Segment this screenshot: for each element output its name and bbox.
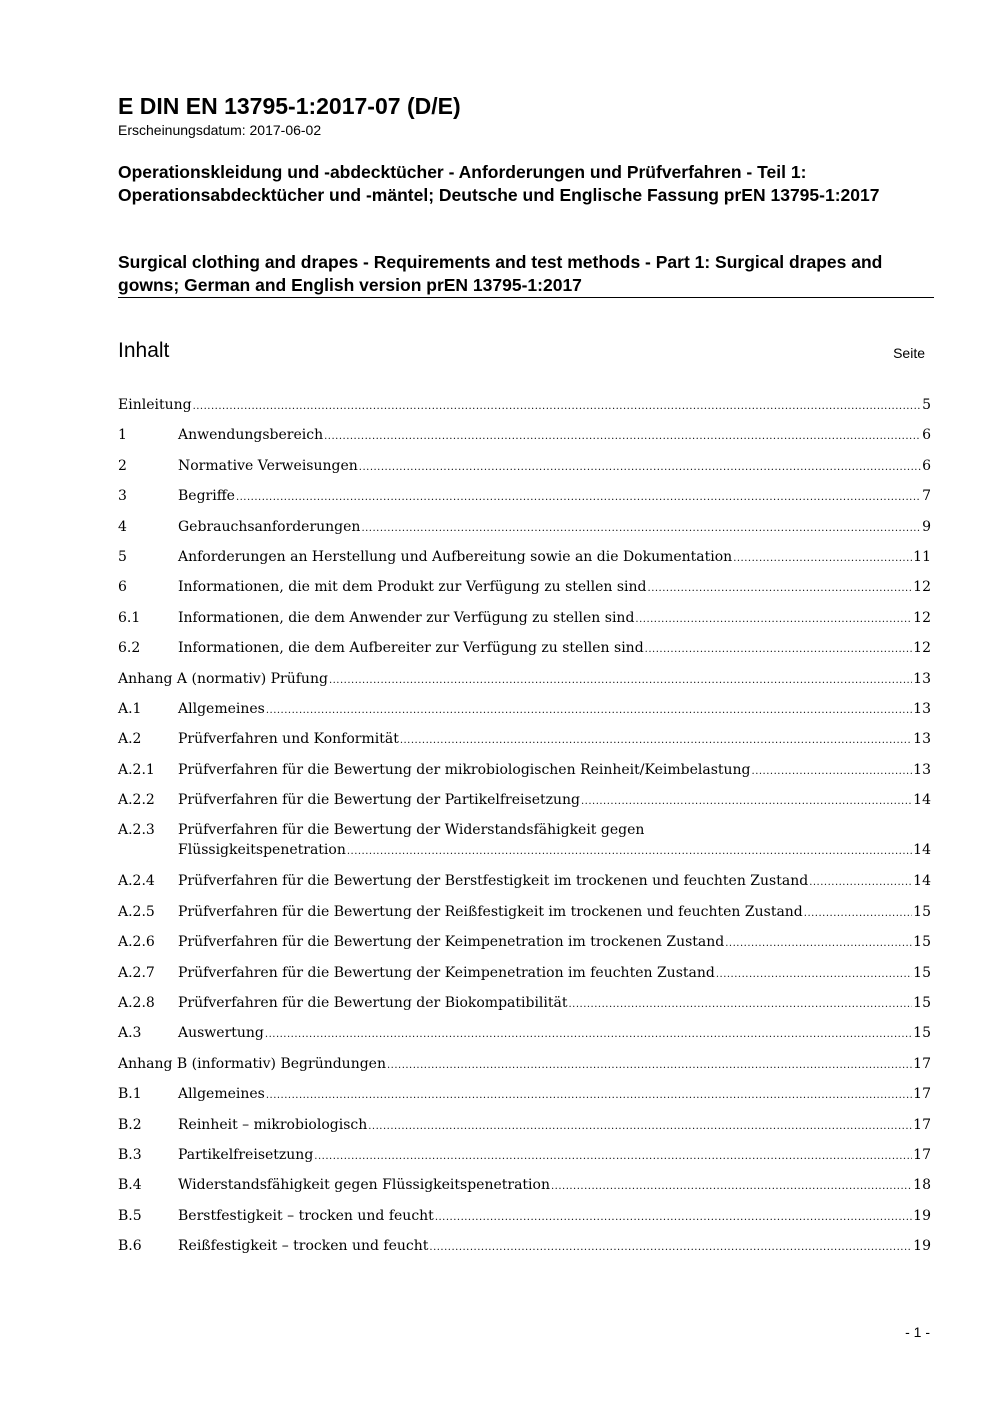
toc-entry[interactable] bbox=[118, 424, 931, 454]
toc-entry-title: Widerstandsfähigkeit gegen Flüssigkeitspenetration bbox=[178, 1177, 550, 1194]
toc-entry-number: 3 bbox=[118, 488, 127, 505]
toc-entry-number: A.2 bbox=[118, 731, 142, 748]
toc-entry-number: A.2.8 bbox=[118, 995, 155, 1012]
document-id: E DIN EN 13795-1:2017-07 (D/E) bbox=[118, 93, 461, 119]
toc-entry-page: 17 bbox=[913, 1116, 931, 1133]
toc-entry-number: 2 bbox=[118, 457, 127, 474]
toc-entry-title: Anhang B (informativ) Begründungen bbox=[118, 1055, 386, 1072]
toc-leader-dots bbox=[361, 517, 921, 539]
toc-entry-title: Partikelfreisetzung bbox=[178, 1146, 314, 1163]
toc-entry-title: Normative Verweisungen bbox=[178, 457, 358, 474]
toc-leader-dots bbox=[236, 486, 921, 508]
toc-entry[interactable] bbox=[118, 637, 931, 667]
toc-entry-page: 15 bbox=[913, 1025, 931, 1042]
toc-entry-title: Prüfverfahren für die Bewertung der Keimpenetration im feuchten Zustand bbox=[178, 964, 715, 981]
toc-entry-title: Prüfverfahren für die Bewertung der mikrobiologischen Reinheit/Keimbelastung bbox=[178, 761, 751, 778]
toc-entry-number: B.3 bbox=[118, 1146, 142, 1163]
toc-entry-page: 19 bbox=[913, 1207, 931, 1224]
toc-entry-title: Auswertung bbox=[178, 1025, 264, 1042]
toc-entry-number: A.1 bbox=[118, 700, 142, 717]
toc-page-label: Seite bbox=[893, 345, 925, 361]
toc-entry-page: 13 bbox=[913, 761, 931, 778]
toc-entry-number: A.2.3 bbox=[118, 822, 155, 839]
toc-entry-number: 6 bbox=[118, 579, 127, 596]
page-number: - 1 - bbox=[905, 1324, 930, 1340]
toc-entry[interactable] bbox=[118, 1235, 931, 1265]
toc-leader-dots bbox=[568, 993, 912, 1015]
toc-entry-title: Prüfverfahren für die Bewertung der Partikelfreisetzung bbox=[178, 792, 580, 809]
toc-entry-page: 17 bbox=[913, 1055, 931, 1072]
toc-entry-page: 15 bbox=[913, 964, 931, 981]
toc-leader-dots bbox=[635, 608, 912, 630]
toc-entry-page: 15 bbox=[913, 934, 931, 951]
toc-entry[interactable] bbox=[118, 1205, 931, 1235]
title-german: Operationskleidung und -abdecktücher - Anforderungen und Prüfverfahren - Teil 1: Operationsabdecktücher und -mäntel; Deutsche und Englische Fassung prEN 13795-1:2017 bbox=[118, 162, 880, 205]
toc-entry[interactable] bbox=[118, 931, 931, 961]
toc-entry[interactable] bbox=[118, 1053, 931, 1083]
toc-entry-title: Reinheit – mikrobiologisch bbox=[178, 1116, 368, 1133]
toc-entry-number: B.6 bbox=[118, 1238, 142, 1255]
toc-entry-title: Gebrauchsanforderungen bbox=[178, 518, 361, 535]
toc-entry-title: Einleitung bbox=[118, 397, 192, 413]
toc-leader-dots bbox=[551, 1175, 912, 1197]
toc-entry-page: 13 bbox=[913, 700, 931, 717]
toc-entry[interactable] bbox=[118, 607, 931, 637]
toc-entry-title: Begriffe bbox=[178, 488, 235, 505]
toc-entry[interactable] bbox=[118, 728, 931, 758]
toc-entry-title-continued: Flüssigkeitspenetration bbox=[178, 842, 346, 859]
toc-entry[interactable] bbox=[118, 992, 931, 1022]
toc-entry-page: 9 bbox=[922, 518, 931, 535]
toc-entry-title: Informationen, die mit dem Produkt zur Verfügung zu stellen sind bbox=[178, 579, 647, 596]
toc-entry-title: Reißfestigkeit – trocken und feucht bbox=[178, 1238, 429, 1255]
toc-entry-number: A.2.7 bbox=[118, 964, 155, 981]
toc-leader-dots bbox=[648, 577, 913, 599]
toc-entry-page: 14 bbox=[913, 842, 931, 859]
toc-entry[interactable] bbox=[118, 870, 931, 900]
toc-leader-dots bbox=[368, 1115, 912, 1137]
toc-entry[interactable] bbox=[118, 1083, 931, 1113]
toc-entry-number: 5 bbox=[118, 548, 127, 565]
toc-entry-page: 15 bbox=[913, 903, 931, 920]
toc-entry-page: 12 bbox=[913, 609, 931, 626]
toc-entry[interactable] bbox=[118, 485, 931, 515]
toc-entry[interactable] bbox=[118, 819, 931, 870]
toc-entry-title: Prüfverfahren für die Bewertung der Reißfestigkeit im trockenen und feuchten Zustand bbox=[178, 903, 803, 920]
toc-entry-number: A.2.1 bbox=[118, 761, 155, 778]
toc-entry-page: 6 bbox=[922, 427, 931, 444]
toc-entry-title: Prüfverfahren für die Bewertung der Keimpenetration im trockenen Zustand bbox=[178, 934, 725, 951]
toc-entry-page: 5 bbox=[922, 397, 931, 413]
toc-entry-title: Allgemeines bbox=[178, 700, 265, 717]
toc-entry[interactable] bbox=[118, 546, 931, 576]
title-divider bbox=[118, 297, 934, 298]
toc-entry-page: 6 bbox=[922, 457, 931, 474]
toc-entry-page: 14 bbox=[913, 792, 931, 809]
toc-entry-title: Informationen, die dem Aufbereiter zur Verfügung zu stellen sind bbox=[178, 640, 644, 657]
toc-entry[interactable] bbox=[118, 789, 931, 819]
toc-leader-dots bbox=[347, 840, 912, 862]
toc-entry-page: 12 bbox=[913, 579, 931, 596]
toc-leader-dots bbox=[266, 699, 912, 721]
toc-entry-number: 6.2 bbox=[118, 640, 141, 657]
toc-entry-number: A.3 bbox=[118, 1025, 142, 1042]
toc-leader-dots bbox=[265, 1023, 912, 1045]
toc-entry-number: A.2.4 bbox=[118, 873, 155, 890]
toc-entry-title: Berstfestigkeit – trocken und feucht bbox=[178, 1207, 434, 1224]
toc-entry-number: B.4 bbox=[118, 1177, 142, 1194]
toc-entry-number: B.5 bbox=[118, 1207, 142, 1224]
toc-entry-number: 1 bbox=[118, 427, 127, 444]
toc-entry-number: B.1 bbox=[118, 1086, 142, 1103]
table-of-contents bbox=[118, 394, 931, 1266]
toc-entry[interactable] bbox=[118, 516, 931, 546]
toc-leader-dots bbox=[266, 1084, 912, 1106]
toc-leader-dots bbox=[400, 729, 912, 751]
toc-leader-dots bbox=[359, 456, 921, 478]
toc-leader-dots bbox=[809, 871, 912, 893]
toc-leader-dots bbox=[314, 1145, 912, 1167]
publication-date: Erscheinungsdatum: 2017-06-02 bbox=[118, 122, 322, 138]
toc-entry-title: Informationen, die dem Anwender zur Verfügung zu stellen sind bbox=[178, 609, 635, 626]
toc-leader-dots bbox=[725, 932, 912, 954]
toc-entry[interactable] bbox=[118, 1022, 931, 1052]
toc-leader-dots bbox=[435, 1206, 912, 1228]
toc-entry[interactable] bbox=[118, 901, 931, 931]
toc-entry-page: 17 bbox=[913, 1146, 931, 1163]
toc-leader-dots bbox=[804, 902, 912, 924]
toc-leader-dots bbox=[733, 547, 912, 569]
toc-entry-page: 14 bbox=[913, 873, 931, 890]
toc-leader-dots bbox=[429, 1236, 912, 1258]
toc-entry-title: Anwendungsbereich bbox=[178, 427, 324, 444]
toc-entry[interactable] bbox=[118, 962, 931, 992]
toc-leader-dots bbox=[193, 395, 922, 417]
toc-entry-page: 17 bbox=[913, 1086, 931, 1103]
toc-entry-page: 18 bbox=[913, 1177, 931, 1194]
toc-entry[interactable] bbox=[118, 698, 931, 728]
toc-entry-title: Prüfverfahren und Konformität bbox=[178, 731, 399, 748]
toc-entry[interactable] bbox=[118, 394, 931, 424]
toc-entry[interactable] bbox=[118, 576, 931, 606]
toc-entry-page: 13 bbox=[913, 670, 931, 687]
toc-entry-number: A.2.5 bbox=[118, 903, 155, 920]
toc-leader-dots bbox=[752, 760, 913, 782]
toc-entry-title: Prüfverfahren für die Bewertung der Biokompatibilität bbox=[178, 995, 568, 1012]
toc-entry-number: B.2 bbox=[118, 1116, 142, 1133]
toc-entry[interactable] bbox=[118, 1174, 931, 1204]
toc-entry-number: A.2.6 bbox=[118, 934, 155, 951]
toc-leader-dots bbox=[387, 1054, 912, 1076]
toc-leader-dots bbox=[645, 638, 913, 660]
toc-entry-title: Allgemeines bbox=[178, 1086, 265, 1103]
toc-leader-dots bbox=[581, 790, 912, 812]
toc-entry[interactable] bbox=[118, 1144, 931, 1174]
toc-entry-title: Prüfverfahren für die Bewertung der Widerstandsfähigkeit gegen bbox=[178, 822, 645, 839]
toc-entry-title: Anforderungen an Herstellung und Aufbereitung sowie an die Dokumentation bbox=[178, 548, 733, 565]
toc-leader-dots bbox=[329, 669, 912, 691]
toc-entry-number: 4 bbox=[118, 518, 127, 535]
toc-entry-page: 19 bbox=[913, 1238, 931, 1255]
toc-entry-page: 11 bbox=[913, 548, 931, 565]
toc-entry-page: 7 bbox=[922, 488, 931, 505]
title-english: Surgical clothing and drapes - Requirements and test methods - Part 1: Surgical drapes and gowns; German and English version prEN 13795-1:2017 bbox=[118, 252, 883, 295]
toc-entry-page: 12 bbox=[913, 640, 931, 657]
toc-entry[interactable] bbox=[118, 1114, 931, 1144]
toc-entry-number: A.2.2 bbox=[118, 792, 155, 809]
toc-entry-title: Prüfverfahren für die Bewertung der Berstfestigkeit im trockenen und feuchten Zustand bbox=[178, 873, 809, 890]
toc-heading: Inhalt bbox=[118, 339, 170, 362]
toc-entry[interactable] bbox=[118, 759, 931, 789]
toc-entry[interactable] bbox=[118, 668, 931, 698]
toc-entry-number: 6.1 bbox=[118, 609, 141, 626]
toc-entry-title: Anhang A (normativ) Prüfung bbox=[118, 670, 328, 687]
toc-leader-dots bbox=[324, 425, 921, 447]
toc-entry-page: 15 bbox=[913, 995, 931, 1012]
toc-entry[interactable] bbox=[118, 455, 931, 485]
toc-leader-dots bbox=[716, 963, 912, 985]
toc-entry-page: 13 bbox=[913, 731, 931, 748]
